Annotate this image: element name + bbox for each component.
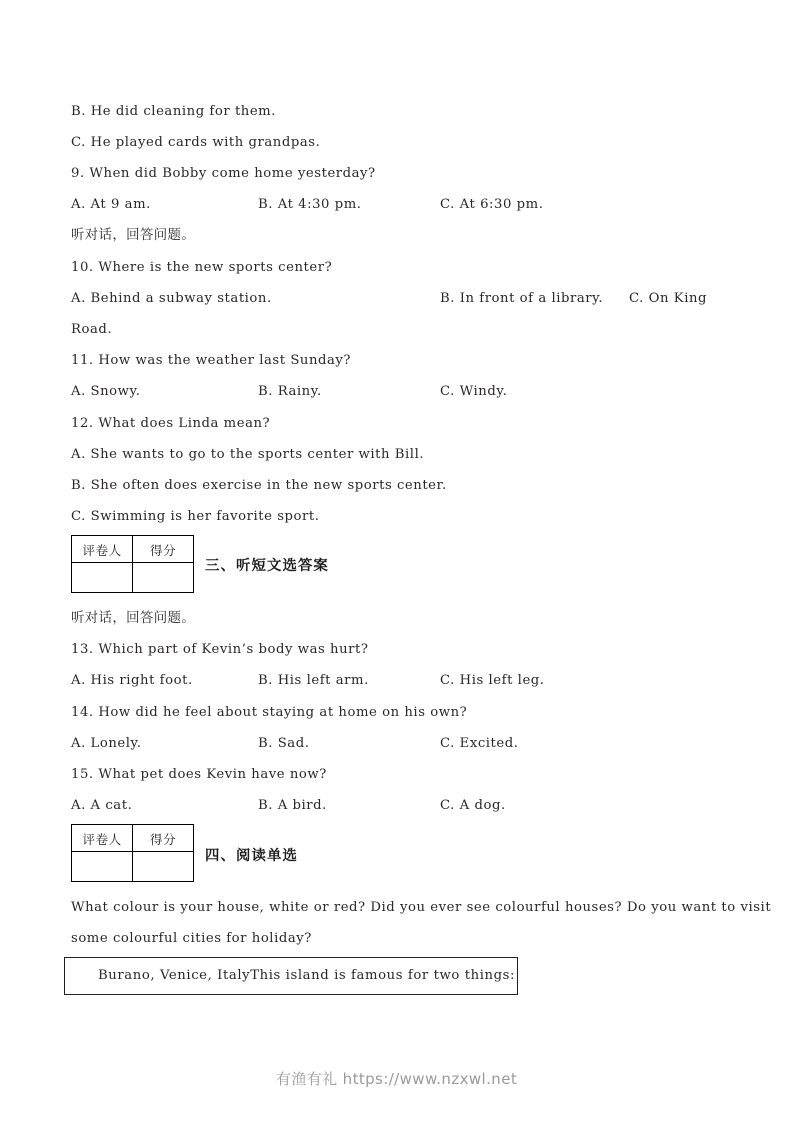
section-three-heading: 三、听短文选答案	[205, 558, 329, 574]
score-table-section-four	[71, 824, 194, 882]
question-15-options	[0, 798, 793, 815]
question-9-option-c: C. At 6:30 pm.	[440, 197, 544, 212]
listening-instruction-2: 听对话，回答问题。	[71, 611, 196, 626]
reading-boxed-excerpt-text: Burano, Venice, ItalyThis island is famous for two things:	[98, 968, 516, 983]
question-9-options	[0, 197, 793, 214]
question-13-option-b: B. His left arm.	[258, 673, 369, 688]
question-13-options	[0, 673, 793, 690]
question-10-option-c: C. On King	[629, 291, 708, 306]
question-14-option-a: A. Lonely.	[71, 736, 142, 751]
question-10-option-c-wrap: Road.	[71, 322, 113, 337]
score-table-marker-header: 评卷人	[72, 825, 133, 852]
listening-instruction-1: 听对话，回答问题。	[71, 228, 196, 243]
question-14-option-b: B. Sad.	[258, 736, 310, 751]
reading-passage-line-2: some colourful cities for holiday?	[71, 931, 312, 946]
question-12-option-c: C. Swimming is her favorite sport.	[71, 509, 320, 524]
question-11-stem: 11. How was the weather last Sunday?	[71, 353, 352, 368]
question-11-option-a: A. Snowy.	[71, 384, 141, 399]
question-10-options	[0, 291, 793, 308]
option-line-c-q8: C. He played cards with grandpas.	[71, 135, 321, 150]
question-9-option-b: B. At 4:30 pm.	[258, 197, 362, 212]
question-13-option-c: C. His left leg.	[440, 673, 545, 688]
score-table-marker-value[interactable]	[72, 563, 133, 593]
score-table-score-value[interactable]	[133, 852, 194, 882]
reading-boxed-excerpt	[64, 957, 518, 995]
question-15-stem: 15. What pet does Kevin have now?	[71, 767, 327, 782]
question-12-stem: 12. What does Linda mean?	[71, 416, 271, 431]
score-table-score-value[interactable]	[133, 563, 194, 593]
score-table-value-row	[72, 563, 194, 593]
question-12-option-a: A. She wants to go to the sports center with Bill.	[71, 447, 425, 462]
section-four-heading: 四、阅读单选	[205, 848, 298, 864]
question-10-option-a: A. Behind a subway station.	[71, 291, 272, 306]
question-12-option-b: B. She often does exercise in the new sports center.	[71, 478, 447, 493]
question-14-stem: 14. How did he feel about staying at home on his own?	[71, 705, 468, 720]
option-line-b-q8: B. He did cleaning for them.	[71, 104, 276, 119]
question-14-options	[0, 736, 793, 753]
question-15-option-b: B. A bird.	[258, 798, 327, 813]
score-table-header-row	[72, 825, 194, 852]
question-11-options	[0, 384, 793, 401]
score-table-header-row	[72, 536, 194, 563]
score-table-section-three	[71, 535, 194, 593]
question-11-option-c: C. Windy.	[440, 384, 508, 399]
question-15-option-a: A. A cat.	[71, 798, 133, 813]
score-table-value-row	[72, 852, 194, 882]
score-table-score-header: 得分	[133, 536, 194, 563]
question-10-option-b: B. In front of a library.	[440, 291, 604, 306]
question-9-stem: 9. When did Bobby come home yesterday?	[71, 166, 376, 181]
score-table-marker-header: 评卷人	[72, 536, 133, 563]
reading-passage-line-1: What colour is your house, white or red? Did you ever see colourful houses? Do you want to visit	[71, 900, 772, 915]
question-9-option-a: A. At 9 am.	[71, 197, 151, 212]
question-13-option-a: A. His right foot.	[71, 673, 193, 688]
page-watermark: 有渔有礼 https://www.nzxwl.net	[275, 1070, 518, 1088]
question-10-stem: 10. Where is the new sports center?	[71, 260, 333, 275]
question-15-option-c: C. A dog.	[440, 798, 506, 813]
question-13-stem: 13. Which part of Kevin’s body was hurt?	[71, 642, 369, 657]
score-table-marker-value[interactable]	[72, 852, 133, 882]
question-11-option-b: B. Rainy.	[258, 384, 322, 399]
question-14-option-c: C. Excited.	[440, 736, 519, 751]
score-table-score-header: 得分	[133, 825, 194, 852]
